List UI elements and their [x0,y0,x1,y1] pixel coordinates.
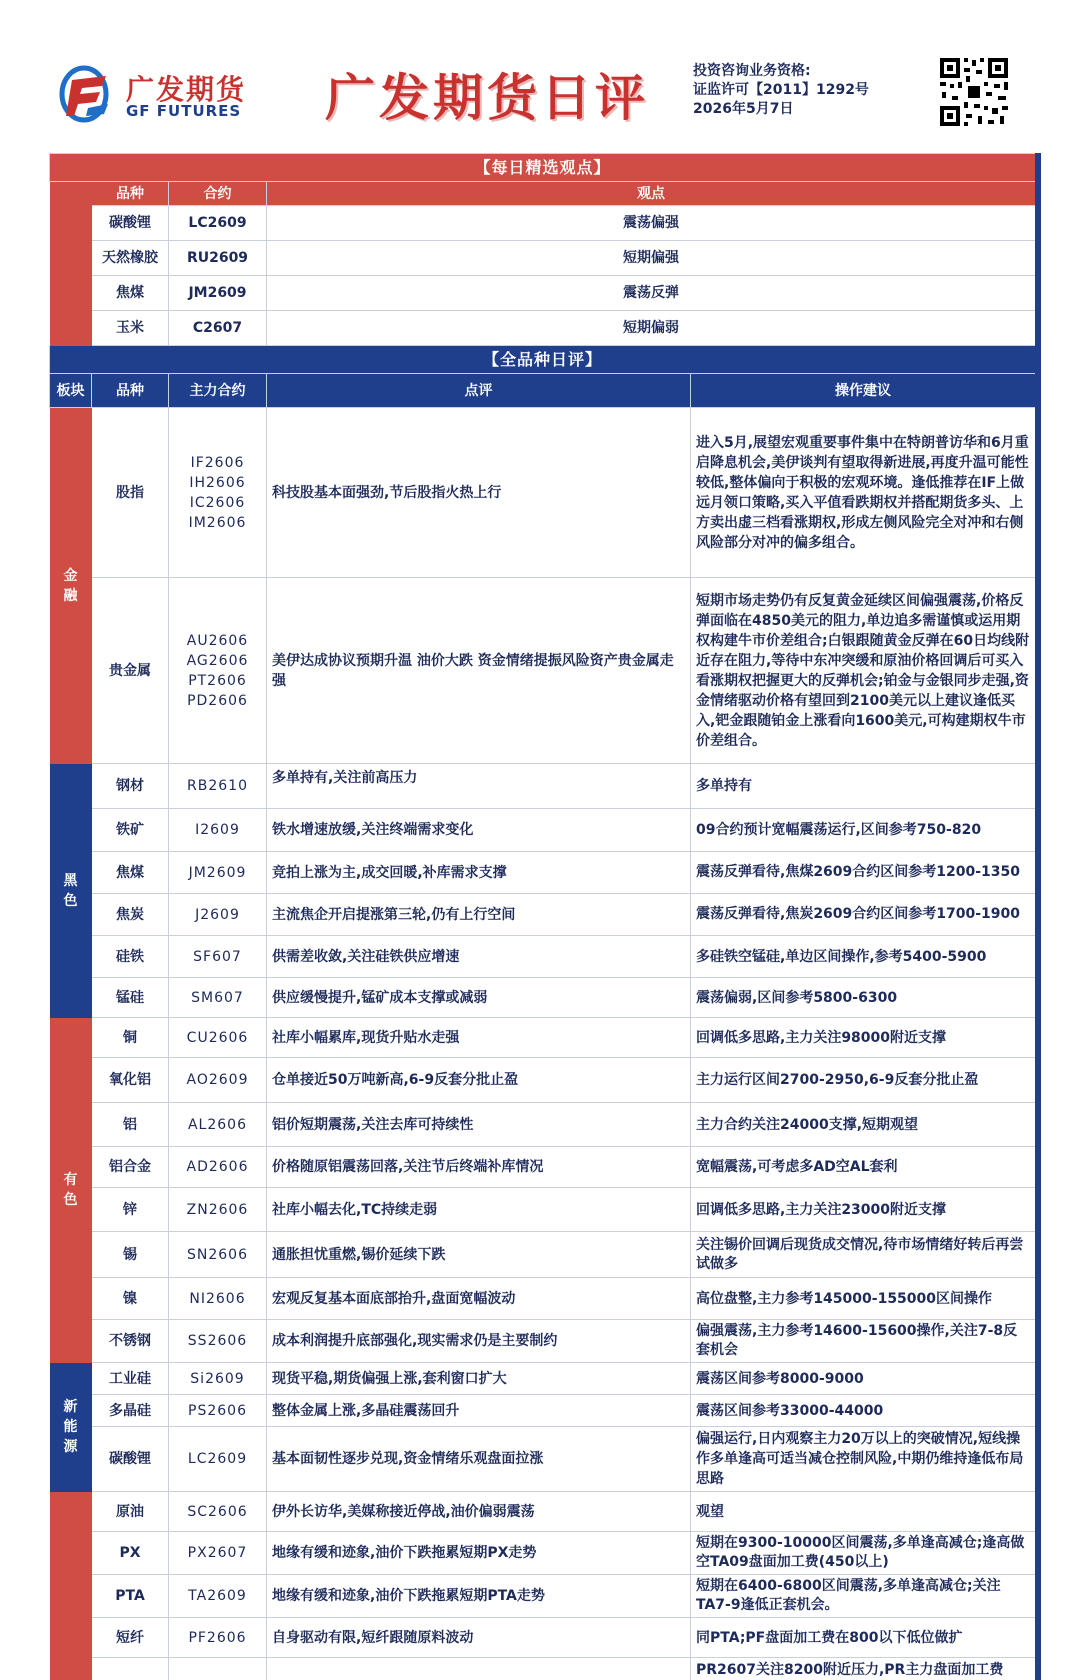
row-advice: PR2607关注8200附近压力,PR主力盘面加工费 [691,1658,1036,1680]
table-row [50,764,1036,809]
pick-view: 短期偏强 [267,241,1036,276]
row-comment: 社库小幅累库,现货升贴水走强 [267,1018,691,1058]
review-col-sector: 板块 [50,374,92,408]
pick-variety: 天然橡胶 [92,241,169,276]
row-comment: 美伊达成协议预期升温 油价大跌 资金情绪提振风险资产贵金属走强 [267,578,691,764]
row-variety: 锌 [92,1188,169,1232]
row-contract: PX2607 [169,1532,267,1575]
row-contract: CU2606 [169,1018,267,1058]
row-contract: AL2606 [169,1103,267,1147]
row-advice: 震荡区间参考33000-44000 [691,1395,1036,1427]
row-comment: 科技股基本面强劲,节后股指火热上行 [267,408,691,578]
row-contract: PS2606 [169,1395,267,1427]
review-col-contract: 主力合约 [169,374,267,408]
row-variety: 碳酸锂 [92,1427,169,1492]
license-number: 证监许可【2011】1292号 [693,82,869,98]
review-col-advice: 操作建议 [691,374,1036,408]
report-header [0,0,1073,150]
table-row [50,1018,1036,1058]
row-comment: 地缘有缓和迹象,油价下跌拖累短期PTA走势 [267,1575,691,1618]
row-advice: 偏强运行,日内观察主力20万以上的突破情况,短线操作多单逢高可适当减仓控制风险,中期仍维持逢低布局思路 [691,1427,1036,1492]
picks-col-variety: 品种 [92,182,169,206]
row-comment: 通胀担忧重燃,锡价延续下跌 [267,1232,691,1278]
pick-contract: JM2609 [169,276,267,311]
row-contract: RB2610 [169,764,267,809]
table-row [50,1532,1036,1575]
sector-new-energy: 新 能 源 [50,1363,92,1492]
row-variety: PX [92,1532,169,1575]
row-comment: 仓单接近50万吨新高,6-9反套分批止盈 [267,1058,691,1103]
row-variety: 镍 [92,1278,169,1320]
row-comment: 地缘有缓和迹象,油价下跌拖累短期PX走势 [267,1532,691,1575]
row-comment: 价格随原铝震荡回落,关注节后终端补库情况 [267,1147,691,1188]
logo-english-name: GF FUTURES [126,102,242,120]
row-contract: J2609 [169,894,267,936]
row-comment: 成本利润提升底部强化,现实需求仍是主要制约 [267,1320,691,1363]
row-contract: LC2609 [169,1427,267,1492]
table-row [50,852,1036,894]
report-date: 2026年5月7日 [693,101,794,117]
row-variety: 短纤 [92,1618,169,1658]
row-contract: SS2606 [169,1320,267,1363]
row-advice: 震荡偏弱,区间参考5800-6300 [691,978,1036,1018]
table-row [50,978,1036,1018]
sector-nonferrous: 有 色 [50,1018,92,1363]
qr-code-icon[interactable] [938,56,1010,128]
row-variety [92,1658,169,1680]
pick-variety: 玉米 [92,311,169,346]
qualification-line: 投资咨询业务资格: [693,63,811,79]
table-row [50,1427,1036,1492]
row-comment: 主流焦企开启提涨第三轮,仍有上行空间 [267,894,691,936]
row-contract: TA2609 [169,1575,267,1618]
row-comment: 铁水增速放缓,关注终端需求变化 [267,809,691,852]
row-variety: 铁矿 [92,809,169,852]
row-comment: 现货平稳,期货偏强上涨,套利窗口扩大 [267,1363,691,1395]
row-comment: 供应缓慢提升,锰矿成本支撑或减弱 [267,978,691,1018]
row-advice: 震荡区间参考8000-9000 [691,1363,1036,1395]
row-variety: 锡 [92,1232,169,1278]
row-variety: 氧化铝 [92,1058,169,1103]
table-row [50,408,1036,578]
row-variety: 钢材 [92,764,169,809]
row-variety: 焦煤 [92,852,169,894]
right-edge-bar [1035,153,1041,1680]
row-advice: 回调低多思路,主力关注23000附近支撑 [691,1188,1036,1232]
table-row [50,1147,1036,1188]
table-row [50,1575,1036,1618]
row-comment: 铝价短期震荡,关注去库可持续性 [267,1103,691,1147]
row-advice: 主力合约关注24000支撑,短期观望 [691,1103,1036,1147]
row-advice: 高位盘整,主力参考145000-155000区间操作 [691,1278,1036,1320]
row-advice: 主力运行区间2700-2950,6-9反套分批止盈 [691,1058,1036,1103]
daily-picks-title: 【每日精选观点】 [50,154,1036,182]
row-advice: 多硅铁空锰硅,单边区间操作,参考5400-5900 [691,936,1036,978]
table-row [50,1058,1036,1103]
row-variety: 股指 [92,408,169,578]
row-advice: 震荡反弹看待,焦煤2609合约区间参考1200-1350 [691,852,1036,894]
row-comment: 多单持有,关注前高压力 [267,764,691,809]
pick-contract: LC2609 [169,206,267,241]
table-row [50,809,1036,852]
review-col-variety: 品种 [92,374,169,408]
row-comment: 竞拍上涨为主,成交回暖,补库需求支撑 [267,852,691,894]
review-sheet [49,153,1035,1680]
pick-contract: C2607 [169,311,267,346]
picks-left-band [50,182,92,346]
table-row [50,1363,1036,1395]
row-contract: IF2606 IH2606 IC2606 IM2606 [169,408,267,578]
row-advice: 回调低多思路,主力关注98000附近支撑 [691,1018,1036,1058]
pick-variety: 碳酸锂 [92,206,169,241]
picks-col-view: 观点 [267,182,1036,206]
row-advice: 进入5月,展望宏观重要事件集中在特朗普访华和6月重启降息机会,美伊谈判有望取得新进展,再度升温可能性较低,整体偏向于积极的宏观环境。逢低推荐在IF上做远月领口策略,买入平值看跌期权并搭配期货多头、上方卖出虚三档看涨期权,形成左侧风险完全对冲和右侧风险部分对冲的偏多组合。 [691,408,1036,578]
row-contract: I2609 [169,809,267,852]
row-comment: 供需差收敛,关注硅铁供应增速 [267,936,691,978]
row-contract: SN2606 [169,1232,267,1278]
pick-row [50,241,1036,276]
gf-futures-logo [58,64,248,124]
row-variety: 铜 [92,1018,169,1058]
row-variety: 锰硅 [92,978,169,1018]
table-row [50,894,1036,936]
row-contract: SM607 [169,978,267,1018]
row-contract: Si2609 [169,1363,267,1395]
row-contract: JM2609 [169,852,267,894]
row-comment: 整体金属上涨,多晶硅震荡回升 [267,1395,691,1427]
table-row [50,1618,1036,1658]
pick-view: 短期偏弱 [267,311,1036,346]
gf-logo-mark-icon [58,64,118,124]
pick-view: 震荡偏强 [267,206,1036,241]
picks-col-contract: 合约 [169,182,267,206]
review-table [49,153,1036,1680]
pick-contract: RU2609 [169,241,267,276]
table-row [50,1320,1036,1363]
row-comment [267,1658,691,1680]
row-contract: NI2606 [169,1278,267,1320]
row-variety: 贵金属 [92,578,169,764]
row-variety: 工业硅 [92,1363,169,1395]
row-contract: AU2606 AG2606 PT2606 PD2606 [169,578,267,764]
row-advice: 短期在6400-6800区间震荡,多单逢高减仓;关注TA7-9逢低正套机会。 [691,1575,1036,1618]
row-contract: SF607 [169,936,267,978]
row-comment: 基本面韧性逐步兑现,资金情绪乐观盘面拉涨 [267,1427,691,1492]
pick-row [50,311,1036,346]
pick-row [50,206,1036,241]
sector-finance: 金 融 [50,408,92,764]
table-row [50,1188,1036,1232]
review-col-comment: 点评 [267,374,691,408]
row-advice: 关注锡价回调后现货成交情况,待市场情绪好转后再尝试做多 [691,1232,1036,1278]
table-row [50,1278,1036,1320]
row-advice: 偏强震荡,主力参考14600-15600操作,关注7-8反套机会 [691,1320,1036,1363]
row-comment: 伊外长访华,美媒称接近停战,油价偏弱震荡 [267,1492,691,1532]
sector-ferrous: 黑 色 [50,764,92,1018]
row-contract: AD2606 [169,1147,267,1188]
table-row [50,1492,1036,1532]
table-row [50,1103,1036,1147]
full-review-title: 【全品种日评】 [50,346,1036,374]
row-advice: 观望 [691,1492,1036,1532]
row-advice: 震荡反弹看待,焦炭2609合约区间参考1700-1900 [691,894,1036,936]
row-variety: 铝 [92,1103,169,1147]
row-contract: PF2606 [169,1618,267,1658]
row-variety: 原油 [92,1492,169,1532]
row-advice: 多单持有 [691,764,1036,809]
pick-variety: 焦煤 [92,276,169,311]
report-title: 广发期货日评 [325,69,649,127]
pick-row [50,276,1036,311]
qualification-block [693,62,869,119]
row-advice: 短期在9300-10000区间震荡,多单逢高减仓;逢高做空TA09盘面加工费(450以上) [691,1532,1036,1575]
row-contract: SC2606 [169,1492,267,1532]
row-variety: 不锈钢 [92,1320,169,1363]
logo-chinese-name: 广发期货 [126,73,247,106]
table-row [50,1658,1036,1680]
sector-energy-chem [50,1492,92,1680]
row-contract [169,1658,267,1680]
row-variety: 焦炭 [92,894,169,936]
table-row [50,578,1036,764]
row-advice: 短期市场走势仍有反复黄金延续区间偏强震荡,价格反弹面临在4850美元的阻力,单边追多需谨慎或运用期权构建牛市价差组合;白银跟随黄金反弹在60日均线附近存在阻力,等待中东冲突缓和原油价格回调后可买入看涨期权把握更大的反弹机会;铂金与金银同步走强,资金情绪驱动价格有望回到2100美元以上建议逢低买入,钯金跟随铂金上涨看向1600美元,可构建期权牛市价差组合。 [691,578,1036,764]
row-advice: 宽幅震荡,可考虑多AD空AL套利 [691,1147,1036,1188]
row-advice: 09合约预计宽幅震荡运行,区间参考750-820 [691,809,1036,852]
row-variety: PTA [92,1575,169,1618]
row-contract: AO2609 [169,1058,267,1103]
row-contract: ZN2606 [169,1188,267,1232]
pick-view: 震荡反弹 [267,276,1036,311]
row-comment: 社库小幅去化,TC持续走弱 [267,1188,691,1232]
table-row [50,936,1036,978]
row-comment: 自身驱动有限,短纤跟随原料波动 [267,1618,691,1658]
row-variety: 硅铁 [92,936,169,978]
row-advice: 同PTA;PF盘面加工费在800以下低位做扩 [691,1618,1036,1658]
table-row [50,1232,1036,1278]
row-variety: 铝合金 [92,1147,169,1188]
table-row [50,1395,1036,1427]
row-variety: 多晶硅 [92,1395,169,1427]
row-comment: 宏观反复基本面底部抬升,盘面宽幅波动 [267,1278,691,1320]
